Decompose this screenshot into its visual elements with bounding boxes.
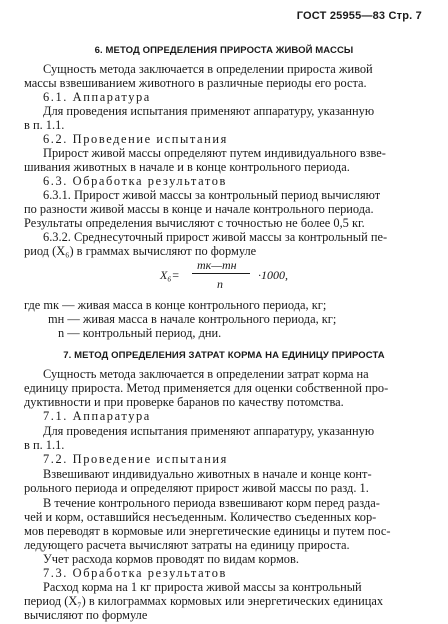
paragraph-line: единицу прироста. Метод применяется для оценки собственной про-: [24, 381, 389, 395]
paragraph-line: Взвешивают индивидуально животных в начале и конце конт-: [43, 467, 372, 481]
paragraph-line: 6.3.1. Прирост живой массы за контрольный период вычисляют: [43, 188, 381, 202]
paragraph-line: Результаты определения вычисляют с точностью не более 0,5 кг.: [24, 216, 365, 230]
paragraph-line: Расход корма на 1 кг прироста живой массы за контрольный: [43, 580, 362, 594]
page-header: ГОСТ 25955—83 Стр. 7: [296, 10, 422, 22]
paragraph-line: Сущность метода заключается в определении затрат корма на: [43, 367, 369, 381]
paragraph-line: Для проведения испытания применяют аппаратуру, указанную: [43, 424, 375, 438]
paragraph-line: дуктивности и при проверке баранов по качеству потомства.: [24, 395, 344, 409]
paragraph-line: Прирост живой массы определяют путем индивидуального взве-: [43, 146, 386, 160]
subsection-6-2-title: 6.2. Проведение испытания: [43, 132, 228, 146]
subsection-6-1-title: 6.1. Аппаратура: [43, 90, 151, 104]
fraction-bar: [192, 273, 250, 274]
paragraph-line: риод (X₆) в граммах вычисляют по формуле: [24, 244, 257, 258]
subsection-6-3-title: 6.3. Обработка результатов: [43, 174, 227, 188]
formula-lhs: X₆=: [160, 268, 180, 282]
subsection-7-1-title: 7.1. Аппаратура: [43, 409, 151, 423]
paragraph-line: массы взвешиванием животного в различные периоды его роста.: [24, 76, 367, 90]
paragraph-line: рольного периода и определяют прирост живой массы по разд. 1.: [24, 481, 369, 495]
paragraph-line: ледующего расчета вычисляют затраты на единицу прироста.: [24, 538, 350, 552]
subsection-7-2-title: 7.2. Проведение испытания: [43, 452, 228, 466]
paragraph-line: шивания животных в начале и в конце контрольного периода.: [24, 160, 350, 174]
paragraph-line: период (X₇) в килограммах кормовых или энергетических единицах: [24, 594, 384, 608]
where-line: где mк — живая масса в конце контрольного периода, кг;: [24, 298, 327, 312]
where-line: mн — живая масса в начале контрольного периода, кг;: [48, 312, 337, 326]
paragraph-line: В течение контрольного периода взвешивают корм перед разда-: [43, 496, 380, 510]
section-6-heading: 6. МЕТОД ОПРЕДЕЛЕНИЯ ПРИРОСТА ЖИВОЙ МАССЫ: [94, 45, 354, 56]
formula-denominator: n: [217, 277, 223, 291]
paragraph-line: мов переводят в кормовые или энергетические единицы и путем пос-: [24, 524, 391, 538]
formula-numerator: mк—mн: [197, 258, 237, 272]
paragraph-line: Учет расхода кормов проводят по видам кормов.: [43, 552, 299, 566]
paragraph-line: по разности живой массы в конце и начале контрольного периода.: [24, 202, 374, 216]
subsection-7-3-title: 7.3. Обработка результатов: [43, 566, 227, 580]
formula-tail: ·1000,: [258, 268, 288, 282]
paragraph-line: Для проведения испытания применяют аппаратуру, указанную: [43, 104, 375, 118]
paragraph-line: в п. 1.1.: [24, 118, 65, 132]
paragraph-line: чей и корм, оставшийся несъеденным. Количество съеденных кор-: [24, 510, 377, 524]
paragraph-line: 6.3.2. Среднесуточный прирост живой массы за контрольный пе-: [43, 230, 388, 244]
paragraph-line: вычисляют по формуле: [24, 608, 148, 622]
where-line: n — контрольный период, дни.: [58, 326, 222, 340]
paragraph-line: в п. 1.1.: [24, 438, 65, 452]
section-7-heading: 7. МЕТОД ОПРЕДЕЛЕНИЯ ЗАТРАТ КОРМА НА ЕДИНИЦУ ПРИРОСТА: [63, 350, 385, 361]
paragraph-line: Сущность метода заключается в определении прироста живой: [43, 62, 373, 76]
